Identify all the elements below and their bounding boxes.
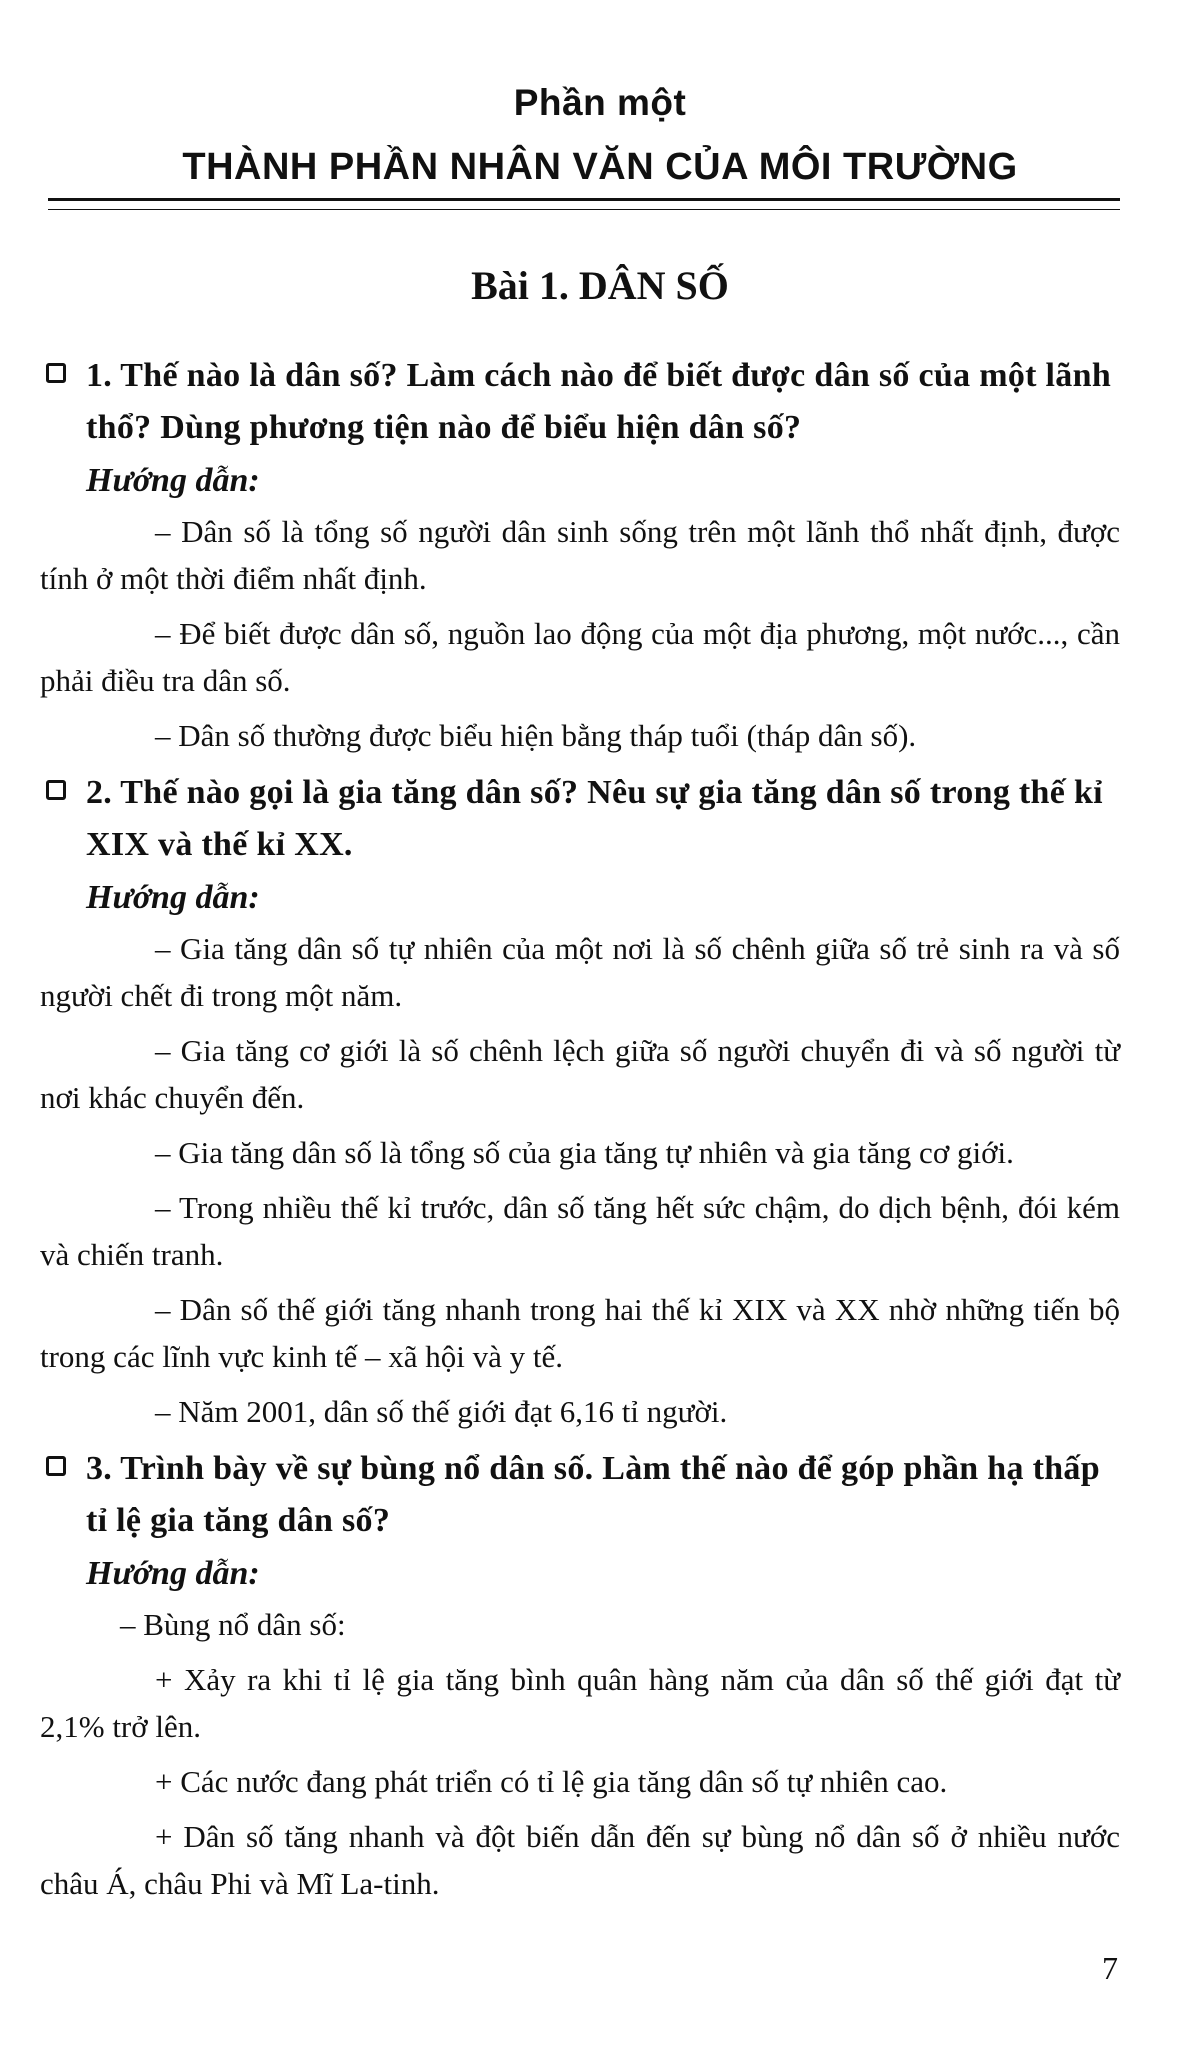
page-number: 7	[1102, 1950, 1118, 1986]
answer-paragraph: + Dân số tăng nhanh và đột biến dẫn đến sự bùng nổ dân số ở nhiều nước châu Á, châu Phi và Mĩ La-tinh.	[40, 1819, 1120, 1901]
title-rule	[48, 198, 1120, 210]
lesson-content	[40, 350, 1120, 1915]
answer-paragraph: – Dân số thế giới tăng nhanh trong hai thế kỉ XIX và XX nhờ những tiến bộ trong các lĩnh vực kinh tế – xã hội và y tế.	[40, 1292, 1120, 1374]
answer-paragraph: + Xảy ra khi tỉ lệ gia tăng bình quân hàng năm của dân số thế giới đạt từ 2,1% trở lên.	[40, 1662, 1120, 1744]
answer-paragraph: – Trong nhiều thế kỉ trước, dân số tăng hết sức chậm, do dịch bệnh, đói kém và chiến tranh.	[40, 1190, 1120, 1272]
question-2	[40, 767, 1120, 871]
answer-paragraph: – Dân số thường được biểu hiện bằng tháp tuổi (tháp dân số).	[155, 718, 917, 753]
answer-paragraph: – Gia tăng dân số tự nhiên của một nơi là số chênh giữa số trẻ sinh ra và số người chết đi trong một năm.	[40, 931, 1120, 1013]
answer-paragraph: – Gia tăng cơ giới là số chênh lệch giữa số người chuyển đi và số người từ nơi khác chuyển đến.	[40, 1033, 1120, 1115]
part-title: THÀNH PHẦN NHÂN VĂN CỦA MÔI TRƯỜNG	[182, 146, 1018, 188]
question-3	[40, 1443, 1120, 1547]
checkbox-icon	[46, 1456, 66, 1476]
checkbox-icon	[46, 780, 66, 800]
answer-paragraph: – Bùng nổ dân số:	[120, 1607, 346, 1642]
question-1	[40, 350, 1120, 454]
question-text: 2. Thế nào gọi là gia tăng dân số? Nêu sự gia tăng dân số trong thế kỉ XIX và thế kỉ XX.	[86, 774, 1103, 863]
guide-label: Hướng dẫn:	[86, 462, 260, 499]
answer-paragraph: – Dân số là tổng số người dân sinh sống trên một lãnh thổ nhất định, được tính ở một thời điểm nhất định.	[40, 514, 1120, 596]
guide-label: Hướng dẫn:	[86, 1555, 260, 1592]
answer-paragraph: – Để biết được dân số, nguồn lao động của một địa phương, một nước..., cần phải điều tra dân số.	[40, 616, 1120, 698]
question-text: 1. Thế nào là dân số? Làm cách nào để biết được dân số của một lãnh thổ? Dùng phương tiện nào để biểu hiện dân số?	[86, 357, 1112, 446]
answer-paragraph: + Các nước đang phát triển có tỉ lệ gia tăng dân số tự nhiên cao.	[155, 1764, 948, 1799]
question-text: 3. Trình bày về sự bùng nổ dân số. Làm thế nào để góp phần hạ thấp tỉ lệ gia tăng dân số?	[86, 1450, 1100, 1539]
lesson-title: Bài 1. DÂN SỐ	[471, 263, 729, 308]
guide-label: Hướng dẫn:	[86, 879, 260, 916]
answer-paragraph: – Năm 2001, dân số thế giới đạt 6,16 tỉ người.	[155, 1394, 728, 1429]
part-label: Phần một	[513, 82, 687, 123]
answer-paragraph: – Gia tăng dân số là tổng số của gia tăng tự nhiên và gia tăng cơ giới.	[155, 1135, 1014, 1170]
checkbox-icon	[46, 363, 66, 383]
